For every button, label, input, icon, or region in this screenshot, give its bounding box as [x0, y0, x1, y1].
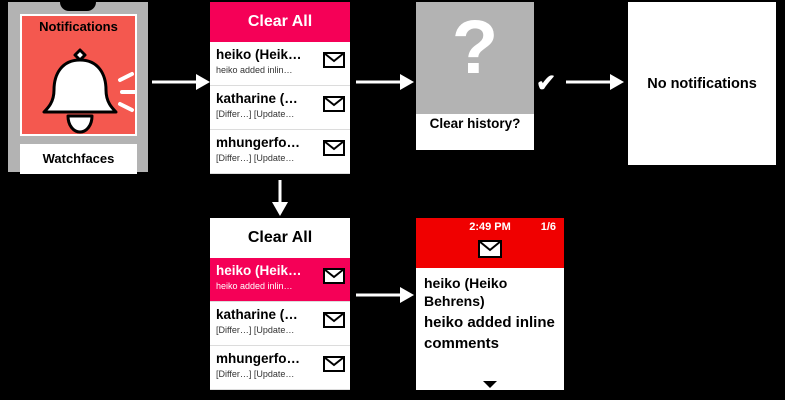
envelope-icon [323, 52, 345, 68]
arrow-dialog-to-empty [566, 72, 624, 97]
arrow-list-to-list-selected [270, 180, 290, 221]
list-item-title: mhungerfo… [216, 351, 300, 366]
screen-notification-detail[interactable] [416, 218, 564, 390]
screen-no-notifications [628, 2, 776, 165]
detail-header [416, 218, 564, 268]
list-item-selected[interactable] [210, 258, 350, 302]
envelope-icon [323, 96, 345, 112]
card-watchfaces-label: Watchfaces [42, 151, 115, 166]
clear-all-label: Clear All [247, 13, 313, 30]
list-item-title: katharine (… [216, 91, 298, 106]
list-item-subtitle: [Differ…] [Update… [216, 369, 295, 379]
envelope-icon [323, 312, 345, 328]
list-item[interactable] [210, 42, 350, 86]
clear-all-button[interactable] [210, 218, 350, 258]
envelope-icon [323, 356, 345, 372]
question-mark-icon: ? [451, 5, 499, 90]
arrow-list-to-dialog [356, 72, 414, 97]
empty-state-message: No notifications [647, 75, 757, 92]
list-item[interactable] [210, 346, 350, 390]
detail-time: 2:49 PM [469, 221, 511, 233]
screen-notifications-launcher[interactable] [8, 2, 148, 172]
envelope-icon [478, 240, 502, 258]
list-item-subtitle: [Differ…] [Update… [216, 153, 295, 163]
list-item[interactable] [210, 130, 350, 174]
list-item-title: katharine (… [216, 307, 298, 322]
arrow-list-selected-to-detail [356, 285, 414, 310]
list-item-subtitle: [Differ…] [Update… [216, 109, 295, 119]
chevron-down-icon[interactable] [483, 381, 497, 388]
detail-counter: 1/6 [540, 221, 556, 233]
detail-sender: heiko (Heiko Behrens) [424, 275, 508, 309]
card-watchfaces[interactable] [20, 144, 137, 174]
list-item-title: heiko (Heik… [216, 47, 302, 62]
list-item-title: mhungerfo… [216, 135, 300, 150]
bell-icon [22, 40, 135, 138]
list-item-title: heiko (Heik… [216, 263, 302, 278]
screen-notification-list-selected[interactable] [210, 218, 350, 390]
status-tab [60, 2, 96, 11]
screen-notification-list[interactable] [210, 2, 350, 174]
list-item-subtitle: [Differ…] [Update… [216, 325, 295, 335]
envelope-icon [323, 140, 345, 156]
dialog-prompt: Clear history? [429, 116, 521, 131]
card-notifications-label: Notifications [39, 19, 118, 34]
detail-body [416, 268, 564, 354]
arrow-launcher-to-list [152, 72, 210, 97]
dialog-body [416, 2, 534, 114]
list-item[interactable] [210, 302, 350, 346]
envelope-icon [323, 268, 345, 284]
list-item-subtitle: heiko added inlin… [216, 65, 293, 75]
screen-clear-history-dialog[interactable] [416, 2, 534, 150]
checkmark-icon: ✔ [536, 70, 557, 97]
list-item-subtitle: heiko added inlin… [216, 281, 293, 291]
clear-all-button[interactable] [210, 2, 350, 42]
card-notifications[interactable] [20, 14, 137, 136]
clear-all-label: Clear All [247, 229, 313, 246]
list-item[interactable] [210, 86, 350, 130]
detail-message: heiko added inline comments [424, 314, 555, 352]
